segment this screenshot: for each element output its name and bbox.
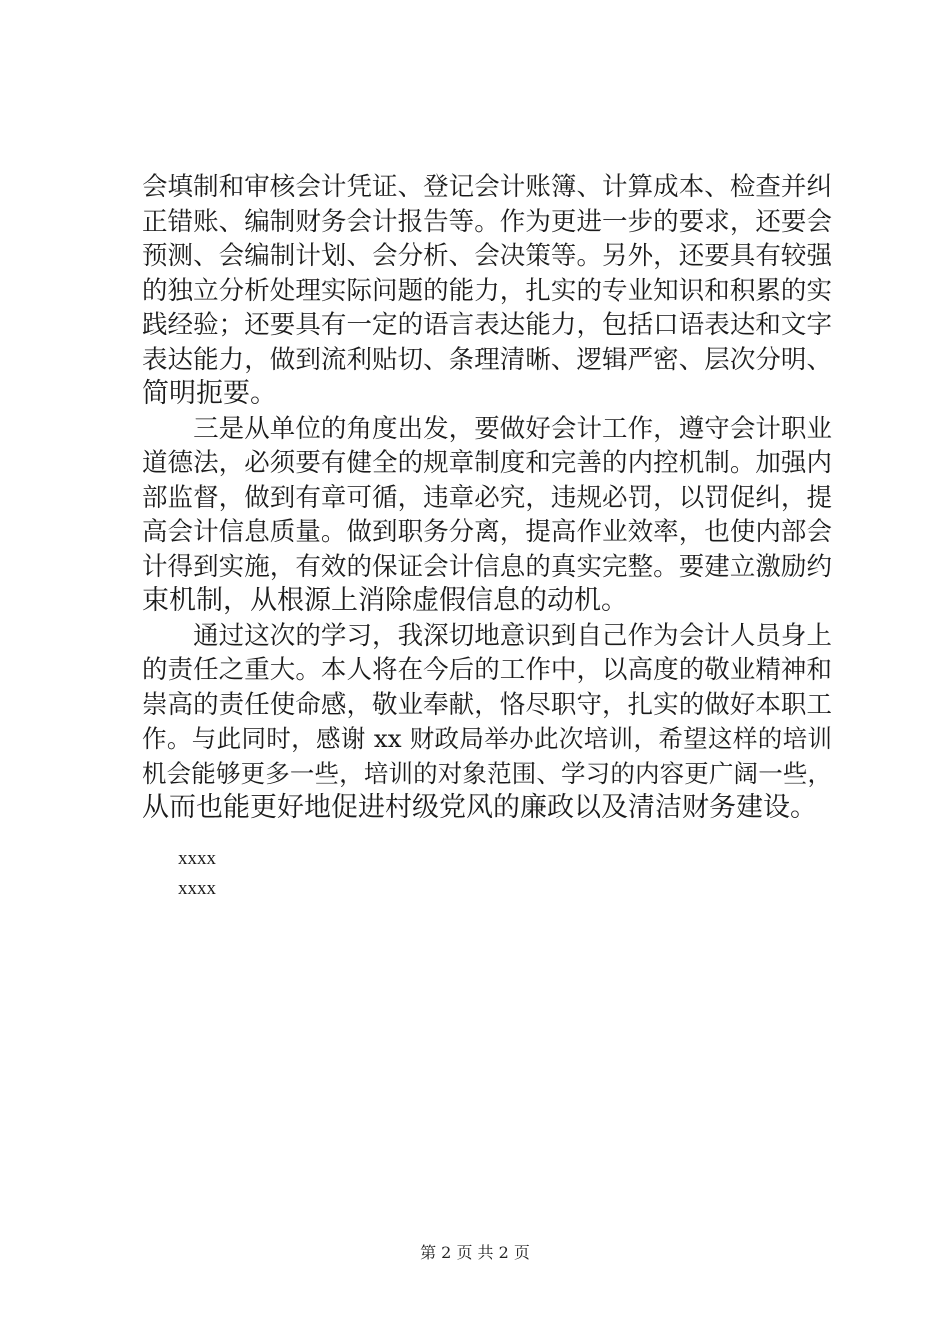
signature-name: xxxx <box>178 847 216 869</box>
text-line: 的独立分析处理实际问题的能力，扎实的专业知识和积累的实 <box>142 275 832 306</box>
text-line: 束机制，从根源上消除虚假信息的动机。 <box>142 585 628 616</box>
text-line: 高会计信息质量。做到职务分离，提高作业效率，也使内部会 <box>142 517 832 547</box>
paragraph-requirements <box>142 170 832 412</box>
text-line: 机会能够更多一些，培训的对象范围、学习的内容更广阔一些， <box>142 758 832 788</box>
text-line: 预测、会编制计划、会分析、会决策等。另外，还要具有较强 <box>142 241 832 271</box>
paragraph-conclusion <box>142 619 832 826</box>
text-line: 简明扼要。 <box>142 378 277 409</box>
text-line: 从而也能更好地促进村级党风的廉政以及清洁财务建设。 <box>142 792 817 823</box>
text-line: 表达能力，做到流利贴切、条理清晰、逻辑严密、层次分明、 <box>142 344 832 375</box>
text-line: 践经验；还要具有一定的语言表达能力，包括口语表达和文字 <box>142 310 832 340</box>
text-line: 会填制和审核会计凭证、登记会计账簿、计算成本、检查并纠 <box>142 172 832 202</box>
text-line: 三是从单位的角度出发，要做好会计工作，遵守会计职业 <box>142 413 832 444</box>
document-body <box>142 170 832 904</box>
paragraph-unit-perspective <box>142 412 832 619</box>
text-line: 计得到实施，有效的保证会计信息的真实完整。要建立激励约 <box>142 551 832 582</box>
text-line: 的责任之重大。本人将在今后的工作中，以高度的敬业精神和 <box>142 655 832 685</box>
page-number-footer: 第 2 页 共 2 页 <box>420 1243 530 1262</box>
text-line: 正错账、编制财务会计报告等。作为更进一步的要求，还要会 <box>142 206 832 237</box>
text-line: 作。与此同时，感谢 xx 财政局举办此次培训，希望这样的培训 <box>142 724 832 753</box>
signature-block <box>142 844 832 904</box>
text-line: 道德法，必须要有健全的规章制度和完善的内控机制。加强内 <box>142 448 832 478</box>
text-line: 部监督，做到有章可循，违章必究，违规必罚，以罚促纠，提 <box>142 482 832 513</box>
text-line: 通过这次的学习，我深切地意识到自己作为会计人员身上 <box>142 620 832 651</box>
signature-date: xxxx <box>178 877 216 899</box>
text-line: 崇高的责任使命感，敬业奉献，恪尽职守，扎实的做好本职工 <box>142 689 832 720</box>
